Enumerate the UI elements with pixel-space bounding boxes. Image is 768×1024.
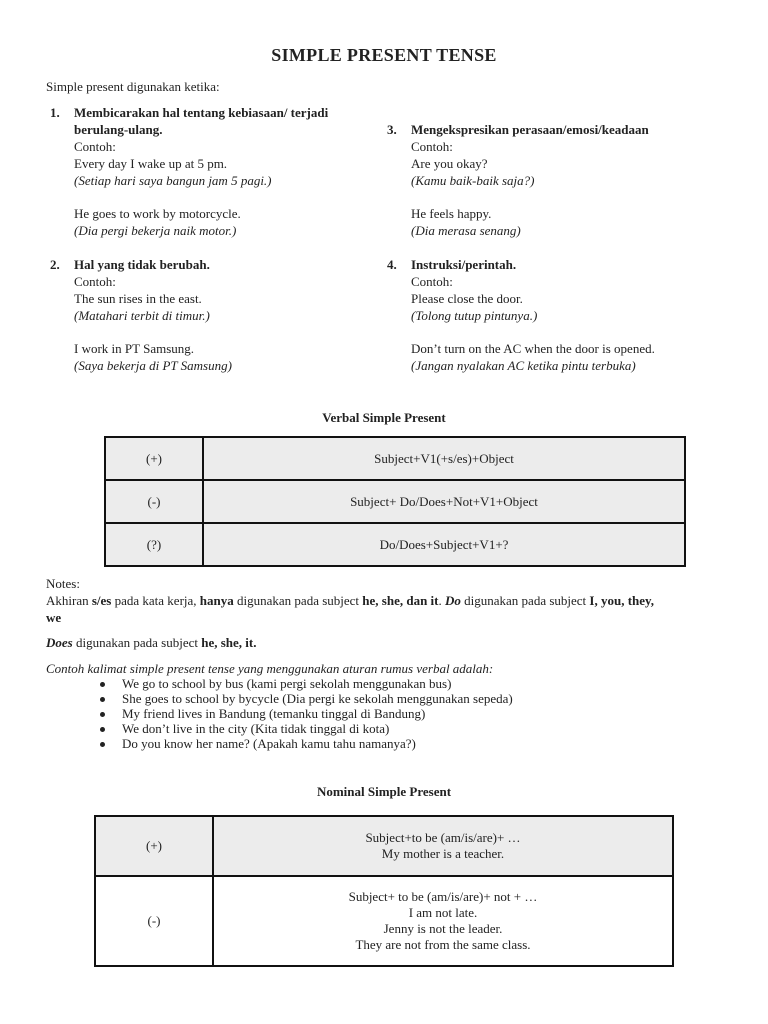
formula-cell xyxy=(213,816,673,876)
emphasis: he, she, dan it xyxy=(362,593,439,608)
example-sentence: The sun rises in the east. xyxy=(74,291,202,306)
emphasis: Does xyxy=(46,635,73,650)
example-translation: (Matahari terbit di timur.) xyxy=(74,308,210,323)
intro-text: Simple present digunakan ketika: xyxy=(46,79,220,94)
sign-cell: (?) xyxy=(105,523,203,566)
list-item: We don’t live in the city (Kita tidak tinggal di kota) xyxy=(100,721,513,736)
verbal-section-title: Verbal Simple Present xyxy=(322,410,446,425)
item-heading: Mengekspresikan perasaan/emosi/keadaan xyxy=(411,122,649,137)
table-row xyxy=(105,523,685,566)
contoh-label: Contoh: xyxy=(411,139,453,154)
item-heading: Instruksi/perintah. xyxy=(411,257,517,272)
example-sentence: Please close the door. xyxy=(411,291,523,306)
item-number: 2. xyxy=(50,257,60,272)
text: digunakan pada subject xyxy=(233,593,363,608)
example-sentence: I am not late. xyxy=(408,905,478,920)
item-heading: Hal yang tidak berubah. xyxy=(74,257,210,272)
contoh-label: Contoh: xyxy=(74,139,116,154)
use-item-4 xyxy=(387,256,741,374)
emphasis: we xyxy=(46,610,62,625)
example-translation: (Kamu baik-baik saja?) xyxy=(411,173,535,188)
item-number: 3. xyxy=(387,122,397,137)
text: Akhiran xyxy=(46,593,92,608)
item-heading-cont: berulang-ulang. xyxy=(74,122,163,137)
example-translation: (Saya bekerja di PT Samsung) xyxy=(74,358,232,373)
use-item-3 xyxy=(387,121,731,239)
nominal-section-title: Nominal Simple Present xyxy=(316,784,452,799)
table-row xyxy=(95,876,673,966)
formula-cell: Subject+ Do/Does+Not+V1+Object xyxy=(203,480,685,523)
formula-cell: Subject+V1(+s/es)+Object xyxy=(203,437,685,480)
list-item: She goes to school by bycycle (Dia pergi ke sekolah menggunakan sepeda) xyxy=(100,691,513,706)
sign-cell: (-) xyxy=(105,480,203,523)
emphasis: hanya xyxy=(199,593,234,608)
item-number: 1. xyxy=(50,105,60,120)
example-translation: (Dia pergi bekerja naik motor.) xyxy=(74,223,237,238)
table-row xyxy=(105,437,685,480)
use-item-2 xyxy=(50,256,374,374)
formula-cell: Do/Does+Subject+V1+? xyxy=(203,523,685,566)
example-translation: (Tolong tutup pintunya.) xyxy=(411,308,538,323)
emphasis: s/es xyxy=(91,593,112,608)
page-title: SIMPLE PRESENT TENSE xyxy=(271,45,497,65)
contoh-label: Contoh: xyxy=(411,274,453,289)
text: digunakan pada subject xyxy=(72,635,202,650)
text: . xyxy=(438,593,445,608)
item-number: 4. xyxy=(387,257,397,272)
example-sentence: Are you okay? xyxy=(411,156,488,171)
example-sentence: My mother is a teacher. xyxy=(381,846,505,861)
verbal-formula-table xyxy=(104,436,686,567)
nominal-formula-table xyxy=(94,815,674,967)
list-item: Do you know her name? (Apakah kamu tahu namanya?) xyxy=(100,736,513,751)
notes-paragraph-2 xyxy=(46,634,256,651)
example-sentence: He feels happy. xyxy=(411,206,492,221)
formula-text: Subject+ to be (am/is/are)+ not + … xyxy=(348,889,538,904)
examples-intro xyxy=(46,660,493,677)
formula-cell xyxy=(213,876,673,966)
example-translation: (Setiap hari saya bangun jam 5 pagi.) xyxy=(74,173,272,188)
formula-text: Subject+to be (am/is/are)+ … xyxy=(365,830,521,845)
use-item-1 xyxy=(50,104,374,239)
notes-paragraph-1 xyxy=(46,592,726,626)
example-sentence: Don’t turn on the AC when the door is opened. xyxy=(411,341,655,356)
example-sentence: He goes to work by motorcycle. xyxy=(74,206,241,221)
notes-block xyxy=(46,575,726,626)
example-sentence: Jenny is not the leader. xyxy=(383,921,503,936)
example-sentence: They are not from the same class. xyxy=(355,937,531,952)
sign-cell: (+) xyxy=(105,437,203,480)
emphasis: I, you, they, xyxy=(589,593,655,608)
examples-list xyxy=(100,676,513,751)
emphasis: he, she, it. xyxy=(201,635,257,650)
list-item: We go to school by bus (kami pergi sekolah menggunakan bus) xyxy=(100,676,513,691)
example-translation: (Dia merasa senang) xyxy=(411,223,521,238)
item-heading: Membicarakan hal tentang kebiasaan/ terjadi xyxy=(74,105,329,120)
example-translation: (Jangan nyalakan AC ketika pintu terbuka) xyxy=(411,358,636,373)
table-row xyxy=(105,480,685,523)
list-item: My friend lives in Bandung (temanku tinggal di Bandung) xyxy=(100,706,513,721)
sign-cell: (-) xyxy=(95,876,213,966)
text: pada kata kerja, xyxy=(111,593,200,608)
example-sentence: Every day I wake up at 5 pm. xyxy=(74,156,228,171)
table-row xyxy=(95,816,673,876)
contoh-label: Contoh: xyxy=(74,274,116,289)
notes-label: Notes: xyxy=(46,576,80,591)
text: digunakan pada subject xyxy=(460,593,590,608)
emphasis: Do xyxy=(445,593,461,608)
example-sentence: I work in PT Samsung. xyxy=(74,341,195,356)
sign-cell: (+) xyxy=(95,816,213,876)
text: Contoh kalimat simple present tense yang menggunakan aturan rumus verbal adalah: xyxy=(46,661,494,676)
